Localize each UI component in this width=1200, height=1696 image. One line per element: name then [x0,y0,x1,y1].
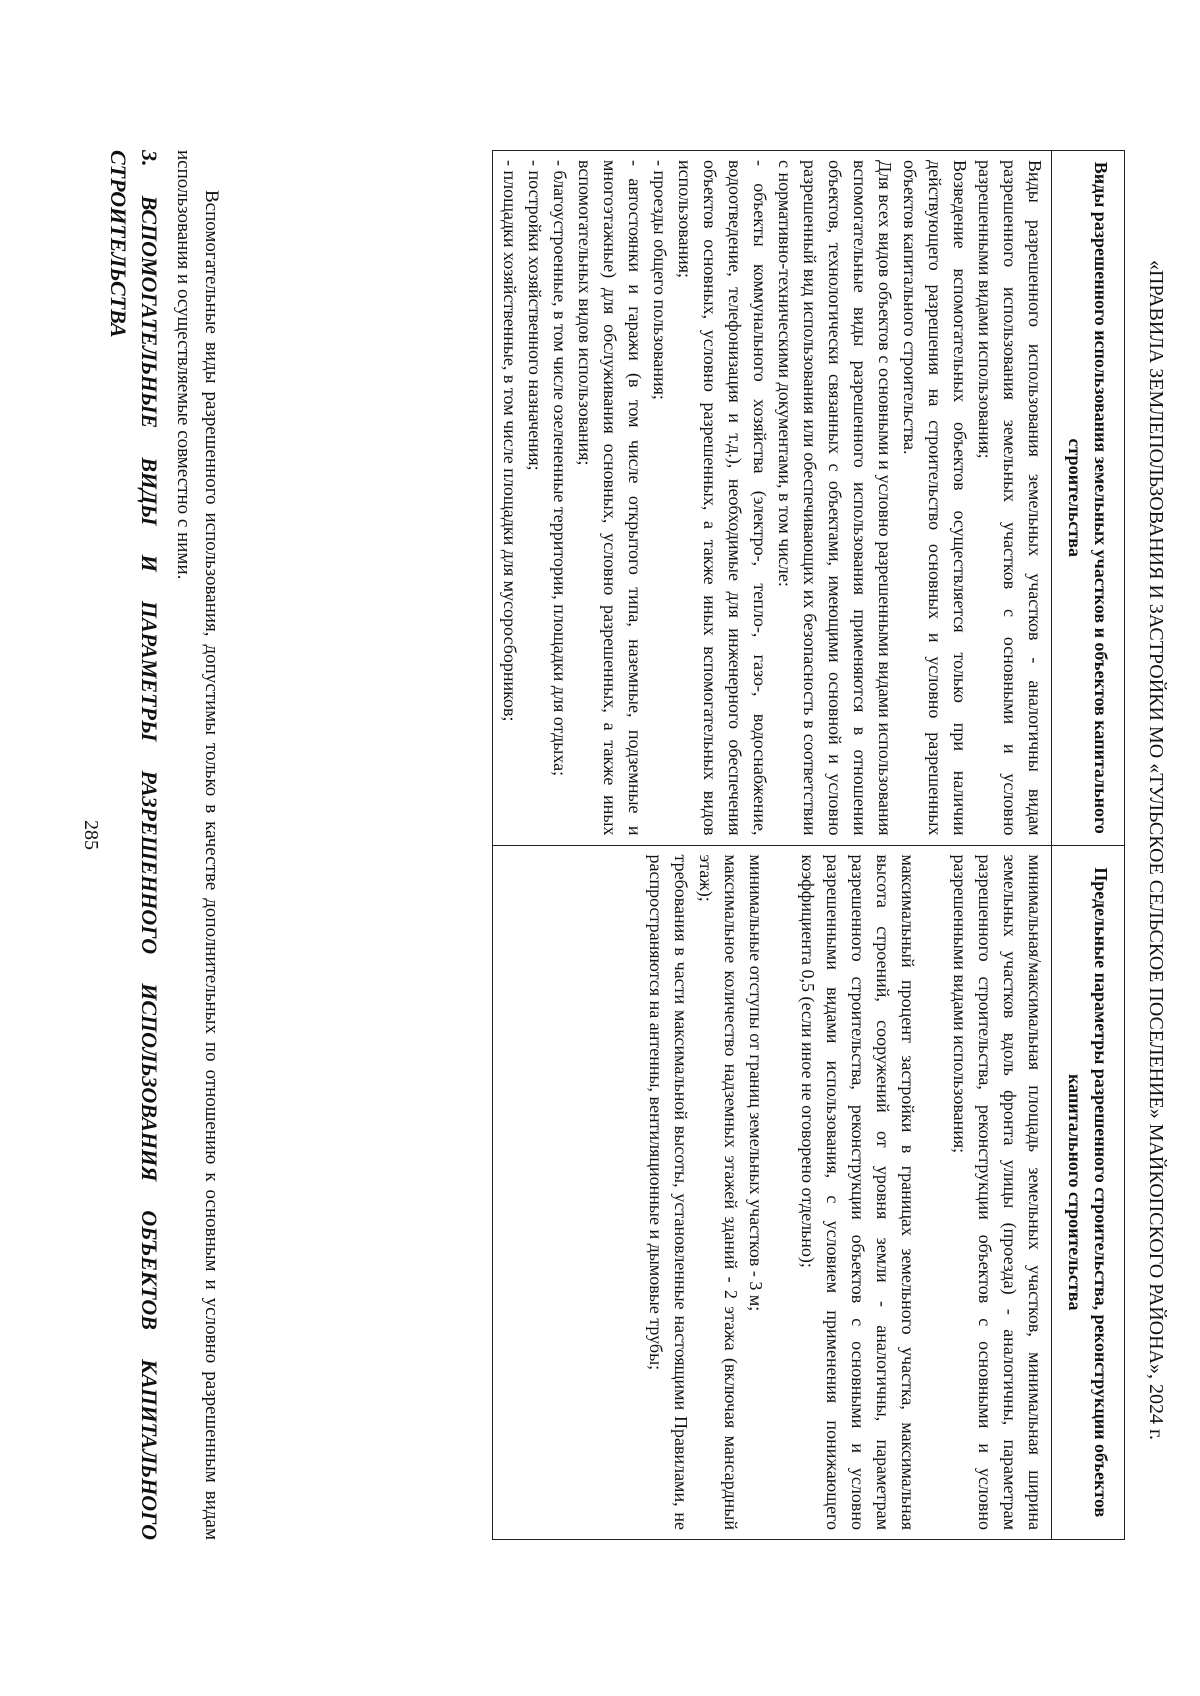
uses-paragraph: - объекты коммунального хозяйства (электро-, тепло-, газо-, водоснабжение, водоотведение, телефонизация и т.д.), необходимые для инженерного обеспечения объектов основных, условно разрешенных, а также иных вспомогательных видов использования; [675,160,770,836]
uses-paragraph: - постройки хозяйственного назначения; [525,160,545,471]
header-uses: Виды разрешенного использования земельных участков и объектов капитального строительства [1052,151,1125,846]
uses-paragraph: - автостоянки и гаражи (в том числе открытого типа, наземные, подземные и многоэтажные) для обслуживания основных, условно разрешенных, а также иных вспомогательных видов использования; [575,160,645,836]
uses-cell [493,151,1052,846]
table-row [493,151,1052,1540]
uses-paragraph: - благоустроенные, в том числе озелененные территории, площадки для отдыха; [550,160,570,777]
uses-paragraph: - проезды общего пользования; [650,160,670,400]
uses-paragraph: Виды разрешенного использования земельных участков - аналогичны видам разрешенного использования земельных участков с основными и условно разрешенными видами использования; [975,160,1045,836]
parameter-paragraph: максимальный процент застройки в границах земельного участка, максимальная высота строений, сооружений от уровня земли - аналогичны, параметрам разрешенного строительства, реконструкции объектов с основными и условно разрешенными видами использования, с условием применения понижающего коэффициента 0,5 (если иное не оговорено отдельно); [798,854,918,1530]
parameter-paragraph: минимальные отступы от границ земельных участков - 3 м; [746,854,766,1312]
uses-paragraph: - площадки хозяйственные, в том числе площадки для мусоросборников; [500,160,520,722]
parameters-cell [493,845,1052,1540]
page-number: 285 [80,820,102,850]
section-heading [103,150,165,1540]
uses-paragraph: Для всех видов объектов с основными и условно разрешенными видами использования вспомогательные виды разрешенного использования применяются в отношении объектов, технологически связанных с объектами, имеющими основной и условно разрешенный вид использования или обеспечивающих их безопасность в соответствии с нормативно-техническими документами, в том числе: [775,160,895,836]
parameter-paragraph: требования в части максимальной высоты, установленные настоящими Правилами, не распространяются на антенны, вентиляционные и дымовые трубы; [646,854,691,1530]
permitted-use-table [492,150,1125,1540]
parameter-paragraph: максимальное количество надземных этажей зданий - 2 этажа (включая мансардный этаж); [696,854,741,1530]
parameter-paragraph: минимальная/максимальная площадь земельных участков, минимальная ширина земельных участков вдоль фронта улицы (проезда) - аналогичны, параметрам разрешенного строительства, реконструкции объектов с основными и условно разрешенными видами использования; [950,854,1045,1530]
page-footer: «ПРАВИЛА ЗЕМЛЕПОЛЬЗОВАНИЯ И ЗАСТРОЙКИ МО «ТУЛЬСКОЕ СЕЛЬСКОЕ ПОСЕЛЕНИЕ» МАЙКОПСКОГО РАЙОНА», 2024 г. [1145,260,1167,1440]
intro-paragraph: Вспомогательные виды разрешенного использования, допустимы только в качестве дополнительных по отношению к основным и условно разрешенным видам использования и осуществляемые совместно с ними. [173,150,222,1540]
uses-paragraph: Возведение вспомогательных объектов осуществляется только при наличии действующего разрешения на строительство основных и условно разрешенных объектов капитального строительства. [900,160,970,836]
section-number: 3. [137,150,162,167]
header-parameters: Предельные параметры разрешенного строительства, реконструкции объектов капитального строительства [1052,845,1125,1540]
section-title: ВСПОМОГАТЕЛЬНЫЕ ВИДЫ И ПАРАМЕТРЫ РАЗРЕШЕННОГО ИСПОЛЬЗОВАНИЯ ОБЪЕКТОВ КАПИТАЛЬНОГО СТРОИТЕЛЬСТВА [106,150,162,1541]
table-header-row [1052,151,1125,1540]
